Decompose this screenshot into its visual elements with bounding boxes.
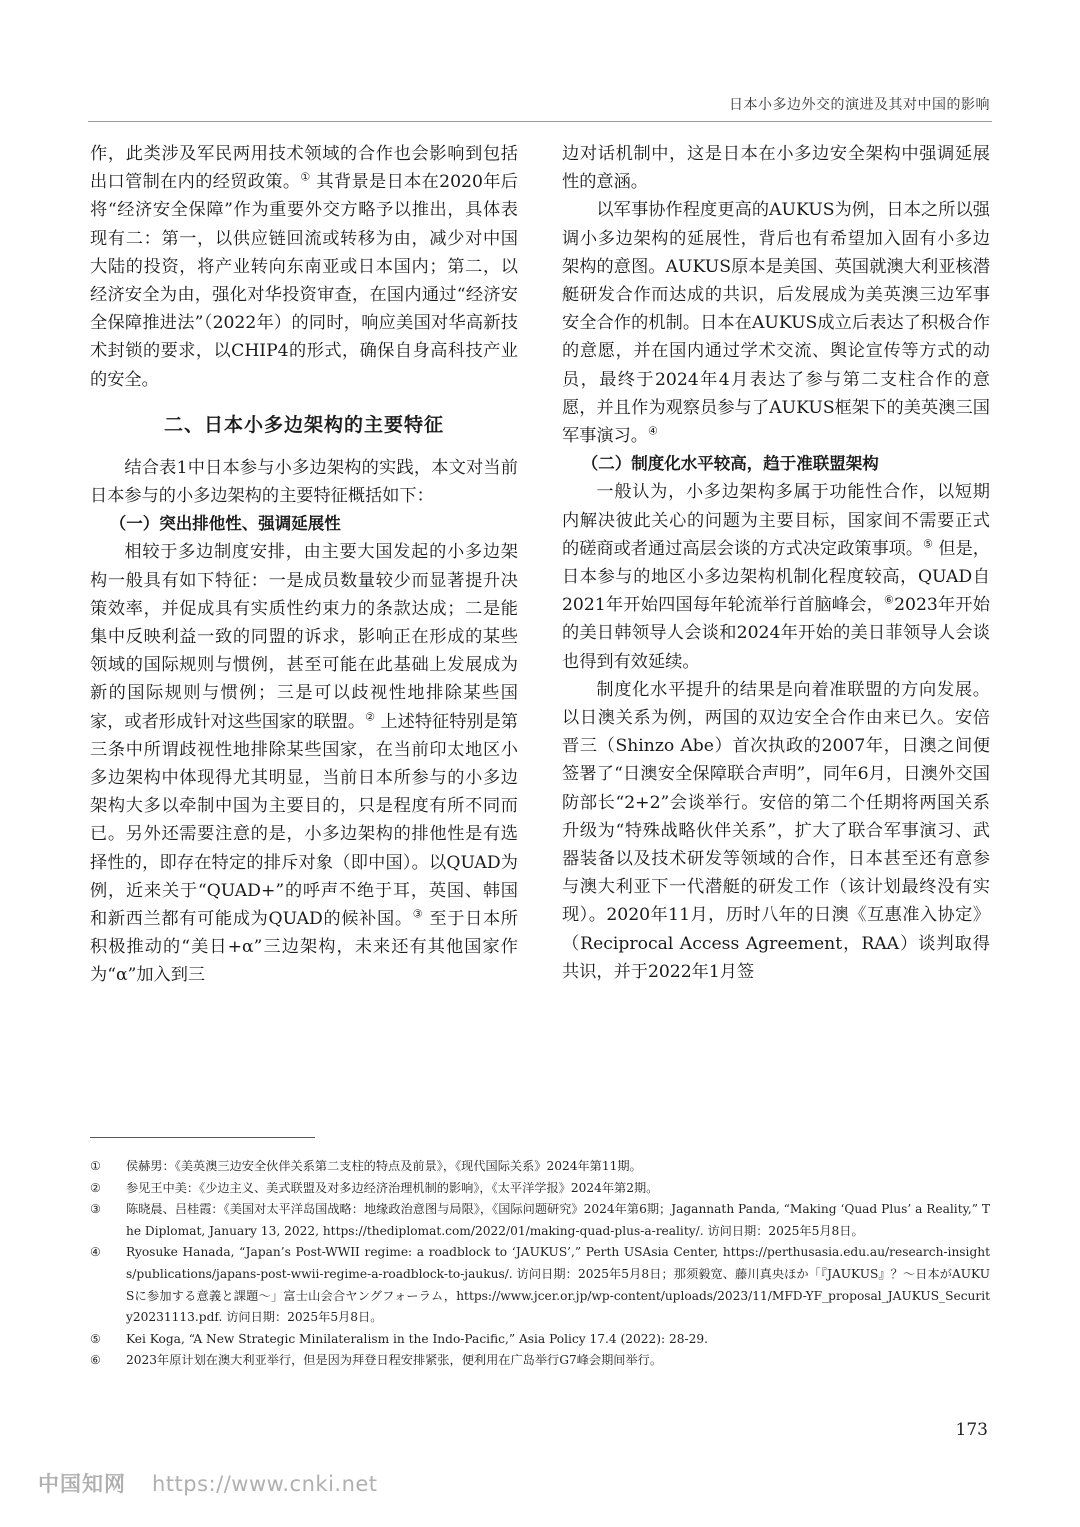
footnote-ref[interactable]: ⑥ (884, 593, 895, 607)
right-column (562, 140, 990, 986)
footnote-ref[interactable]: ⑤ (923, 537, 933, 551)
running-head: 日本小多边外交的演进及其对中国的影响 (729, 97, 990, 113)
paragraph: 制度化水平提升的结果是向着准联盟的方向发展。以日澳关系为例，两国的双边安全合作由来已久。安倍晋三（Shinzo Abe）首次执政的2007年，日澳之间便签署了“日澳安全保障联合声明”，同年6月，日澳外交国防部长“2+2”会谈举行。安倍的第二个任期将两国关系升级为“特殊战略伙伴关系”，扩大了联合军事演习、武器装备以及技术研发等领域的合作，日本甚至还有意参与澳大利亚下一代潜艇的研发工作（该计划最终没有实现）。2020年11月，历时八年的日澳《互惠准入协定》（Reciprocal Access Agreement，RAA）谈判取得共识，并于2022年1月签 (562, 679, 990, 982)
watermark-url: https://www.cnki.net (152, 1472, 378, 1496)
footnote-item (90, 1329, 990, 1351)
paragraph: 相较于多边制度安排，由主要大国发起的小多边架构一般具有如下特征：一是成员数量较少而显著提升决策效率，并促成具有实质性约束力的条款达成；二是能集中反映利益一致的同盟的诉求，影响正在形成的某些领域的国际规则与惯例，甚至可能在此基础上发展成为新的国际规则与惯例；三是可以歧视性地排除某些国家，或者形成针对这些国家的联盟。② 上述特征特别是第三条中所谓歧视性地排除某些国家，在当前印太地区小多边架构中体现得尤其明显，当前日本所参与的小多边架构大多以牵制中国为主要目的，只是程度有所不同而已。另外还需要注意的是，小多边架构的排他性是有选择性的，即存在特定的排斥对象（即中国）。以QUAD为例，近来关于“QUAD+”的呼声不绝于耳，英国、韩国和新西兰都有可能成为QUAD的候补国。③ 至于日本所积极推动的“美日+α”三边架构，未来还有其他国家作为“α”加入到三 (90, 542, 518, 986)
footnote-text: 陈晓晨、吕桂霞：《美国对太平洋岛国战略：地缘政治意图与局限》，《国际问题研究》2024年第6期；Jagannath Panda, “Making ‘Quad Plus’ a Reality,” The Diplomat, January 13, 2022, https://thediplomat.com/2022/01/making-quad-plus-a-reality/. 访问日期：2025年5月8日。 (126, 1202, 990, 1238)
footnote-mark: ② (90, 1180, 101, 1195)
footnote-text: Kei Koga, “A New Strategic Minilateralism in the Indo-Pacific,” Asia Policy 17.4 (2022): 28-29. (126, 1331, 709, 1346)
section-heading: 二、日本小多边架构的主要特征 (163, 413, 444, 436)
footnote-text: 侯赫男：《美英澳三边安全伙伴关系第二支柱的特点及前景》，《现代国际关系》2024年第11期。 (126, 1159, 642, 1173)
footnote-ref[interactable]: ① (300, 170, 311, 184)
paragraph: 以军事协作程度更高的AUKUS为例，日本之所以强调小多边架构的延展性，背后也有希望加入固有小多边架构的意图。AUKUS原本是美国、英国就澳大利亚核潜艇研发合作而达成的共识，后发展成为美英澳三边军事安全合作的机制。日本在AUKUS成立后表达了积极合作的意愿，并在国内通过学术交流、舆论宣传等方式的动员，最终于2024年4月表达了参与第二支柱合作的意愿，并且作为观察员参与了AUKUS框架下的美英澳三国军事演习。④ (562, 200, 990, 447)
footnote-mark: ⑥ (90, 1353, 101, 1368)
footnote-rule (90, 1137, 315, 1138)
footnote-mark: ③ (90, 1202, 101, 1217)
footnote-mark: ④ (90, 1245, 101, 1260)
page-number: 173 (955, 1420, 988, 1440)
footnote-text: Ryosuke Hanada, “Japan’s Post-WWII regime: a roadblock to ‘JAUKUS’,” Perth USAsia Center, https://perthusasia.edu.au/research-insights/publications/japans-post-wwii-regime-a-roadblock-to-jaukus/. 访问日期：2025年5月8日；那须毅宽、藤川真央ほか「『JAUKUS』？～日本がAUKUSに参加する意義と課題～」富士山会合ヤングフォーラム，https://www.jcer.or.jp/wp-content/uploads/2023/11/MFD-YF_proposal_JAUKUS_Security20231113.pdf. 访问日期：2025年5月8日。 (126, 1245, 990, 1325)
left-column (90, 140, 518, 990)
footnote-item (90, 1178, 990, 1200)
footnote-item (90, 1242, 990, 1328)
footnote-text: 参见王中美：《少边主义、美式联盟及对多边经济治理机制的影响》，《太平洋学报》2024年第2期。 (126, 1180, 659, 1195)
paragraph: 边对话机制中，这是日本在小多边安全架构中强调延展性的意涵。 (562, 144, 990, 193)
paragraph: 作，此类涉及军民两用技术领域的合作也会影响到包括出口管制在内的经贸政策。① 其背景是日本在2020年后将“经济安全保障”作为重要外交方略予以推出，具体表现有二：第一，以供应链回流或转移为由，减少对中国大陆的投资，将产业转向东南亚或日本国内；第二，以经济安全为由，强化对华投资审查，在国内通过“经济安全保障推进法”（2022年）的同时，响应美国对华高新技术封锁的要求，以CHIP4的形式，确保自身高科技产业的安全。 (90, 144, 518, 390)
footnotes (90, 1156, 990, 1372)
footnote-mark: ① (90, 1159, 101, 1173)
footnote-item (90, 1199, 990, 1242)
sub-heading: （二）制度化水平较高，趋于准联盟架构 (581, 454, 879, 474)
footnote-ref[interactable]: ③ (412, 907, 424, 921)
footnote-mark: ⑤ (90, 1331, 101, 1346)
footnote-text: 2023年原计划在澳大利亚举行，但是因为拜登日程安排紧张，便利用在广岛举行G7峰会期间举行。 (126, 1353, 663, 1368)
sub-heading: （一）突出排他性、强调延展性 (109, 514, 341, 534)
watermark (38, 1468, 378, 1498)
paragraph: 结合表1中日本参与小多边架构的实践，本文对当前日本参与的小多边架构的主要特征概括如下： (90, 457, 518, 507)
footnote-item (90, 1156, 990, 1178)
header-rule (88, 121, 992, 122)
footnote-ref[interactable]: ④ (647, 424, 658, 438)
footnote-item (90, 1350, 990, 1372)
watermark-logo: 中国知网 (38, 1472, 126, 1496)
footnote-ref[interactable]: ② (365, 709, 375, 723)
paragraph: 一般认为，小多边架构多属于功能性合作，以短期内解决彼此关心的问题为主要目标，国家间不需要正式的磋商或者通过高层会谈的方式决定政策事项。⑤ 但是，日本参与的地区小多边架构机制化程度较高，QUAD自2021年开始四国每年轮流举行首脑峰会，⑥2023年开始的美日韩领导人会谈和2024年开始的美日菲领导人会谈也得到有效延续。 (562, 482, 990, 672)
